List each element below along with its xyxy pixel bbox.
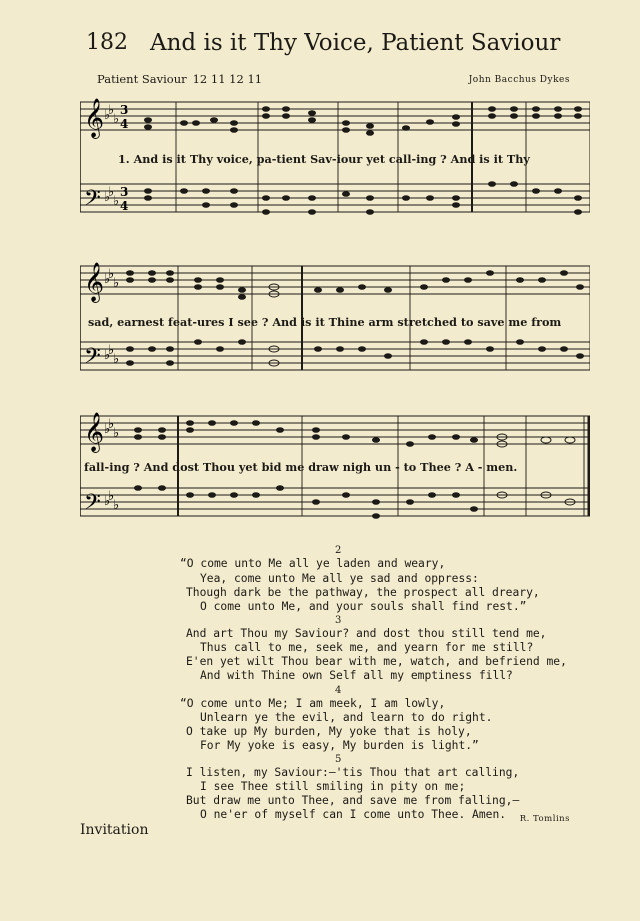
svg-text:𝄢: 𝄢 — [84, 344, 101, 374]
svg-text:𝄢: 𝄢 — [84, 490, 101, 520]
svg-text:♭: ♭ — [113, 498, 120, 513]
svg-text:♭: ♭ — [104, 494, 111, 509]
verse-line: “O come unto Me all ye laden and weary, — [180, 557, 446, 570]
composer: John Bacchus Dykes — [468, 75, 570, 85]
tune-label: Patient Saviour — [97, 72, 187, 86]
svg-text:♭: ♭ — [113, 194, 120, 209]
verse-line: O come unto Me, and your souls shall find rest.” — [200, 600, 527, 613]
verse-line: Unlearn ye the evil, and learn to do right. — [200, 711, 493, 724]
lyric-line-2: sad, earnest feat-ures I see ? And is it Thine arm stretched to save me from — [88, 315, 562, 329]
svg-text:𝄞: 𝄞 — [84, 98, 105, 138]
lyric-line-1: 1. And is it Thy voice, pa-tient Sav-iour yet call-ing ? And is it Thy — [118, 152, 530, 166]
svg-text:♭: ♭ — [113, 112, 120, 127]
verse-number: 3 — [335, 615, 342, 626]
verse-line: And art Thou my Saviour? and dost thou still tend me, — [186, 627, 547, 640]
verse-line: I listen, my Saviour:—'tis Thou that art calling, — [186, 766, 520, 779]
svg-text:3: 3 — [120, 103, 129, 117]
hymn-title: And is it Thy Voice, Patient Saviour — [150, 30, 561, 56]
staff-notation — [80, 92, 590, 242]
verse-line: For My yoke is easy, My burden is light.” — [200, 739, 479, 752]
svg-text:♭: ♭ — [104, 272, 111, 287]
svg-text:♭: ♭ — [113, 276, 120, 291]
verse-line: But draw me unto Thee, and save me from falling,— — [186, 794, 520, 807]
svg-text:4: 4 — [120, 117, 129, 131]
svg-text:♭: ♭ — [113, 426, 120, 441]
verse-line: “O come unto Me; I am meek, I am lowly, — [180, 697, 446, 710]
svg-text:♭: ♭ — [113, 352, 120, 367]
verse-line: And with Thine own Self all my emptiness fill? — [200, 669, 513, 682]
verse-number: 2 — [335, 545, 342, 556]
svg-text:𝄢: 𝄢 — [84, 186, 101, 216]
music-system-1 — [80, 92, 590, 242]
verse-line: Yea, come unto Me all ye sad and oppress: — [200, 572, 479, 585]
svg-text:𝄞: 𝄞 — [84, 262, 105, 302]
svg-text:♭: ♭ — [108, 185, 115, 200]
svg-text:♭: ♭ — [108, 489, 115, 504]
verse-line: I see Thee still smiling in pity on me; — [200, 780, 466, 793]
hymn-number: 182 — [86, 30, 128, 55]
verse-line: O ne'er of myself can I come unto Thee. Amen. — [200, 808, 507, 821]
svg-text:♭: ♭ — [108, 103, 115, 118]
svg-text:𝄞: 𝄞 — [84, 412, 105, 452]
svg-text:♭: ♭ — [104, 422, 111, 437]
svg-text:♭: ♭ — [108, 417, 115, 432]
verse-number: 5 — [335, 754, 342, 765]
verse-line: E'en yet wilt Thou bear with me, watch, and befriend me, — [186, 655, 567, 668]
verse-line: Though dark be the pathway, the prospect all dreary, — [186, 586, 540, 599]
verse-line: Thus call to me, seek me, and yearn for me still? — [200, 641, 534, 654]
verse-line: O take up My burden, My yoke that is holy, — [186, 725, 472, 738]
svg-text:♭: ♭ — [104, 348, 111, 363]
author-credit: R. Tomlins — [519, 814, 570, 824]
music-system-3 — [80, 402, 590, 537]
svg-text:4: 4 — [120, 199, 129, 213]
svg-text:♭: ♭ — [104, 108, 111, 123]
topic-label: Invitation — [80, 822, 149, 838]
meter: 12 11 12 11 — [192, 72, 263, 86]
verse-number: 4 — [335, 685, 342, 696]
svg-text:♭: ♭ — [108, 267, 115, 282]
music-system-2 — [80, 252, 590, 392]
svg-text:♭: ♭ — [108, 343, 115, 358]
svg-text:♭: ♭ — [104, 190, 111, 205]
lyric-line-3: fall-ing ? And dost Thou yet bid me draw nigh un - to Thee ? A - men. — [84, 460, 518, 474]
svg-text:3: 3 — [120, 185, 129, 199]
tune-name — [97, 72, 262, 86]
